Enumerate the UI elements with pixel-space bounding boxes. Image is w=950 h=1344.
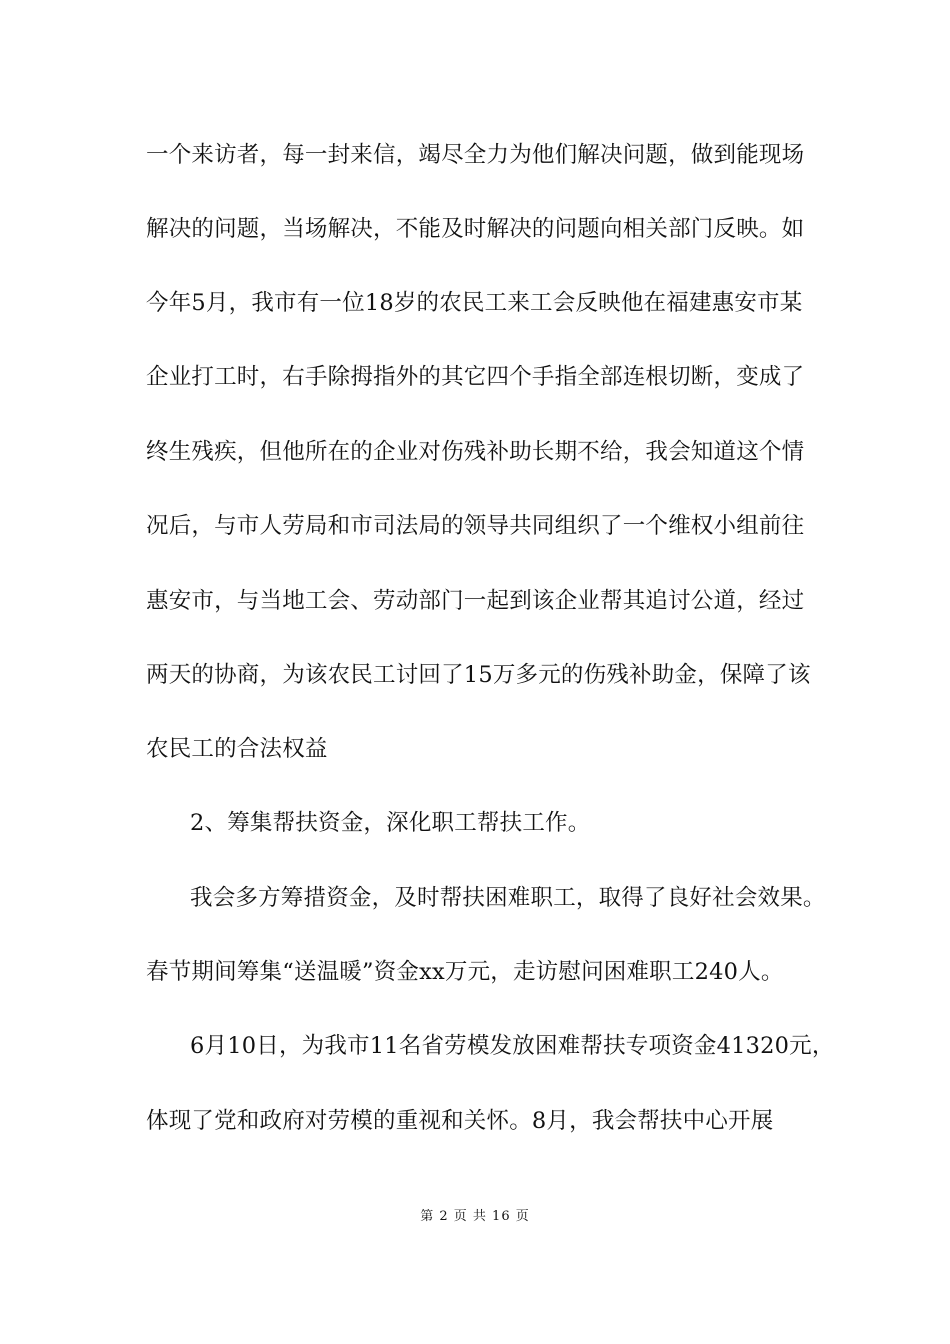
body-text-line: 两天的协商，为该农民工讨回了15万多元的伤残补助金，保障了该	[146, 662, 811, 688]
body-text-line: 终生残疾，但他所在的企业对伤残补助长期不给，我会知道这个情	[146, 439, 805, 465]
body-text-line: 体现了党和政府对劳模的重视和关怀。8月，我会帮扶中心开展	[146, 1108, 774, 1134]
section-heading: 2、筹集帮扶资金，深化职工帮扶工作。	[190, 810, 591, 836]
body-text-line: 惠安市，与当地工会、劳动部门一起到该企业帮其追讨公道，经过	[146, 588, 805, 614]
body-text-line: 一个来访者，每一封来信，竭尽全力为他们解决问题，做到能现场	[146, 142, 805, 168]
body-text-line: 企业打工时，右手除拇指外的其它四个手指全部连根切断，变成了	[146, 364, 805, 390]
body-text-line: 农民工的合法权益	[146, 736, 328, 762]
body-text-line: 今年5月，我市有一位18岁的农民工来工会反映他在福建惠安市某	[146, 290, 803, 316]
body-text-line: 我会多方筹措资金，及时帮扶困难职工，取得了良好社会效果。	[190, 885, 826, 911]
body-text-line: 解决的问题，当场解决，不能及时解决的问题向相关部门反映。如	[146, 216, 805, 242]
body-text-line: 春节期间筹集“送温暖”资金xx万元，走访慰问困难职工240人。	[146, 959, 784, 985]
body-text-line: 况后，与市人劳局和市司法局的领导共同组织了一个维权小组前往	[146, 513, 805, 539]
page-number-footer: 第 2 页 共 16 页	[420, 1209, 530, 1224]
body-text-line: 6月10日，为我市11名省劳模发放困难帮扶专项资金41320元，	[190, 1033, 835, 1059]
